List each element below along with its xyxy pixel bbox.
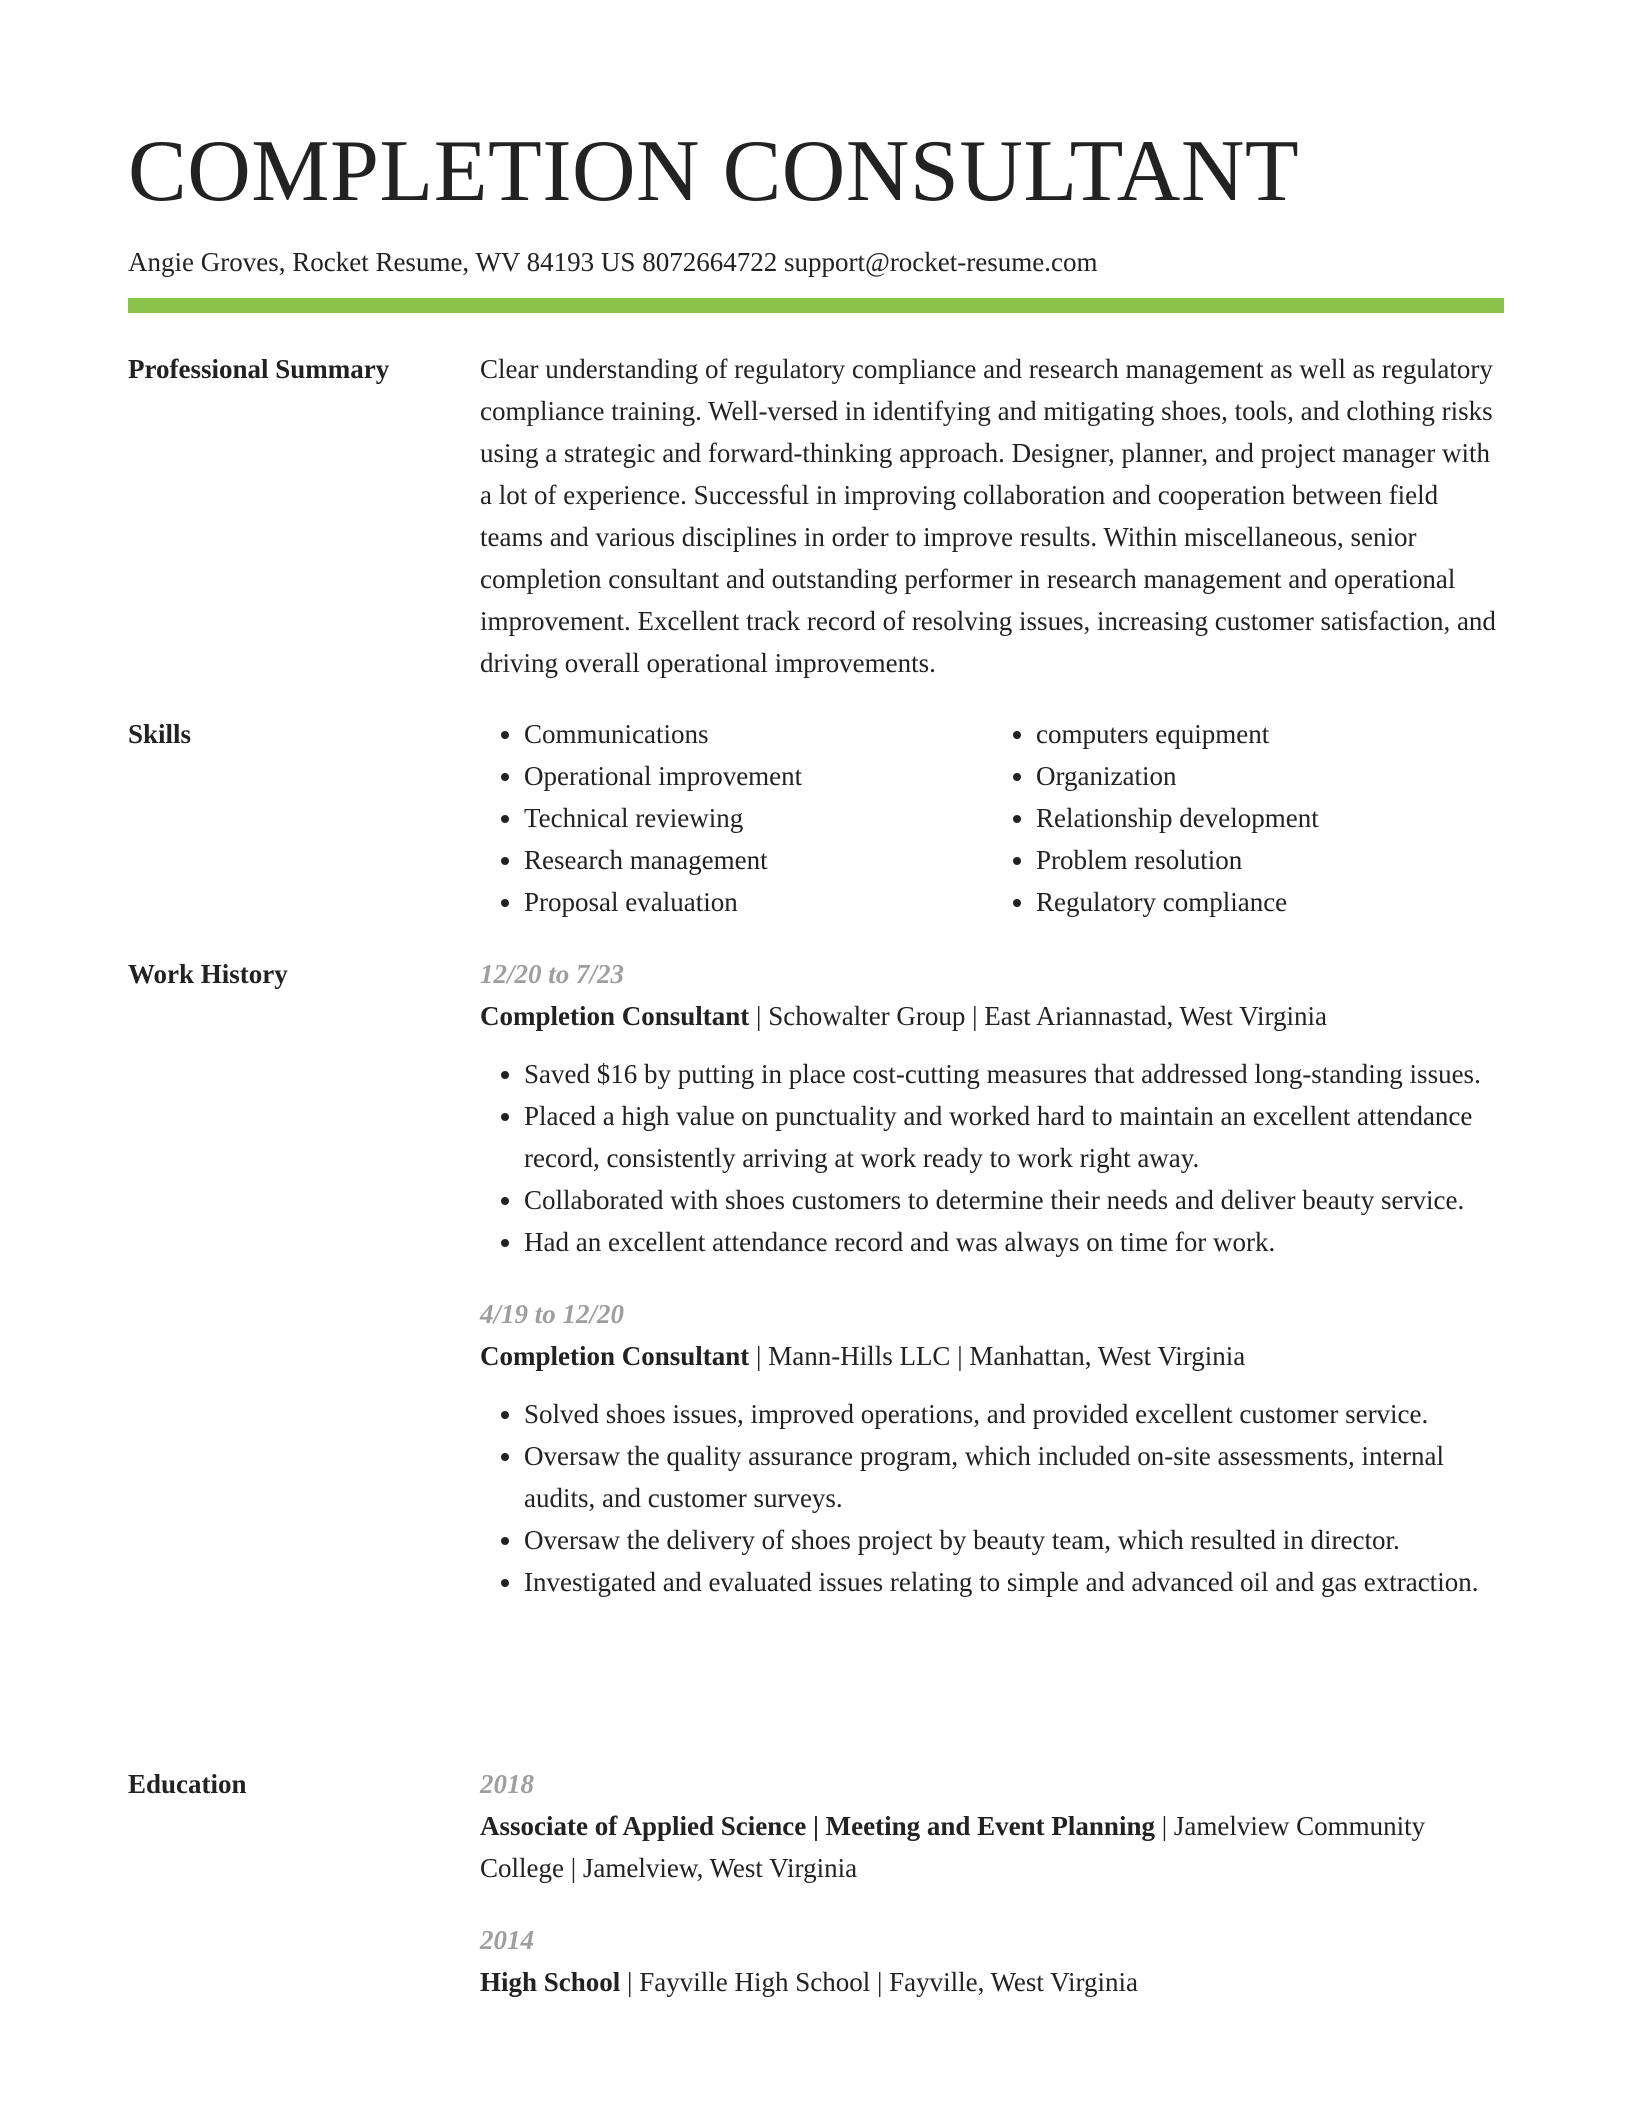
job-bullet: • Investigated and evaluated issues relating to simple and advanced oil and gas extraction. [524, 1561, 1504, 1603]
education-degree: Associate of Applied Science | Meeting and Event Planning [480, 1811, 1155, 1841]
job-bullets [480, 1393, 1504, 1603]
skill-item: • Organization [1036, 755, 1504, 797]
education-entry [480, 1919, 1504, 2003]
education-title: Education [128, 1769, 247, 1799]
job-role: Completion Consultant [480, 1001, 750, 1031]
job-role: Completion Consultant [480, 1341, 750, 1371]
education-body [480, 1763, 1504, 2003]
skills-list-right [992, 713, 1504, 923]
education-entry [480, 1763, 1504, 1889]
contact-info: Angie Groves, Rocket Resume, WV 84193 US 8072664722 support@rocket-resume.com [128, 247, 1098, 277]
resume-header [128, 118, 1504, 313]
education-degree: High School [480, 1967, 621, 1997]
education-details: | Jamelview Community College | Jamelview, West Virginia [480, 1811, 1426, 1883]
skill-item: • computers equipment [1036, 713, 1504, 755]
job-details: | Mann-Hills LLC | Manhattan, West Virginia [749, 1341, 1246, 1371]
job-bullet: • Placed a high value on punctuality and worked hard to maintain an excellent attendance record, consistently arriving at work ready to work right away. [524, 1095, 1504, 1179]
summary-title: Professional Summary [128, 354, 390, 384]
job-dates: 12/20 to 7/23 [480, 959, 625, 989]
work-history-section [128, 953, 1504, 1733]
skill-item: • Problem resolution [1036, 839, 1504, 881]
job-bullet: • Oversaw the delivery of shoes project by beauty team, which resulted in director. [524, 1519, 1504, 1561]
skill-item: • Communications [524, 713, 992, 755]
job-details: | Schowalter Group | East Ariannastad, West Virginia [749, 1001, 1327, 1031]
job-title-line [480, 1335, 1504, 1377]
skills-grid [480, 713, 1504, 923]
work-history-title: Work History [128, 959, 288, 989]
job-bullet: • Solved shoes issues, improved operations, and provided excellent customer service. [524, 1393, 1504, 1435]
summary-text: Clear understanding of regulatory compliance and research management as well as regulatory compliance training. Well-versed in identifying and mitigating shoes, tools, and clothing risks using a strategic and forward-thinking approach. Designer, planner, and project manager with a lot of experience. Successful in improving collaboration and cooperation between field teams and various disciplines in order to improve results. Within miscellaneous, senior completion consultant and outstanding performer in research management and operational improvement. Excellent track record of resolving issues, increasing customer satisfaction, and driving overall operational improvements. [480, 354, 1496, 678]
education-year: 2018 [480, 1769, 534, 1799]
skill-item: • Relationship development [1036, 797, 1504, 839]
job-bullet: • Collaborated with shoes customers to determine their needs and deliver beauty service. [524, 1179, 1504, 1221]
skill-item: • Operational improvement [524, 755, 992, 797]
job-entry [480, 953, 1504, 1263]
job-dates: 4/19 to 12/20 [480, 1299, 625, 1329]
skills-title: Skills [128, 719, 192, 749]
work-history-body [480, 953, 1504, 1603]
job-bullet: • Oversaw the quality assurance program, which included on-site assessments, internal audits, and customer surveys. [524, 1435, 1504, 1519]
job-entry [480, 1293, 1504, 1603]
job-bullets [480, 1053, 1504, 1263]
job-bullet: • Saved $16 by putting in place cost-cutting measures that addressed long-standing issues. [524, 1053, 1504, 1095]
education-line [480, 1805, 1504, 1889]
job-bullet: • Had an excellent attendance record and was always on time for work. [524, 1221, 1504, 1263]
job-title-line [480, 995, 1504, 1037]
skills-body [480, 713, 1504, 923]
skill-item: • Research management [524, 839, 992, 881]
summary-section [128, 348, 1504, 678]
skill-item: • Proposal evaluation [524, 881, 992, 923]
skill-item: • Technical reviewing [524, 797, 992, 839]
accent-divider [128, 298, 1504, 313]
education-year: 2014 [480, 1925, 534, 1955]
skill-item: • Regulatory compliance [1036, 881, 1504, 923]
skills-list-left [480, 713, 992, 923]
summary-body [480, 348, 1504, 684]
education-details: | Fayville High School | Fayville, West Virginia [620, 1967, 1139, 1997]
education-section [128, 1763, 1504, 2023]
resume-name: COMPLETION CONSULTANT [128, 123, 1300, 220]
education-line [480, 1961, 1504, 2003]
skills-section [128, 713, 1504, 923]
